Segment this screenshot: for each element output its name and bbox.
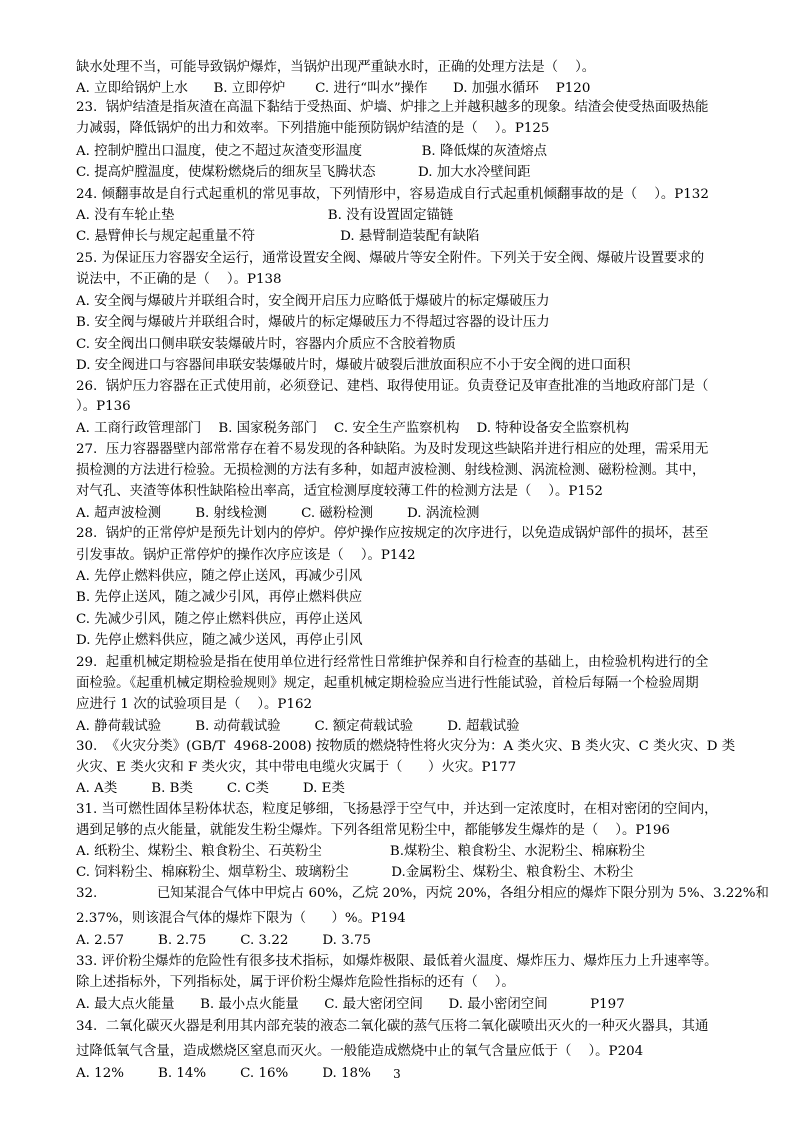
text-line: 28. 锅炉的正常停炉是预先计划内的停炉。停炉操作应按规定的次序进行，以免造成锅炉部件的损坏，甚至 <box>76 526 709 541</box>
text-line: C. 饲料粉尘、棉麻粉尘、烟草粉尘、玻璃粉尘 D.金属粉尘、煤粉尘、粮食粉尘、木粉尘 <box>76 865 634 880</box>
text-line: A. A类 B. B类 C. C类 D. E类 <box>76 781 345 796</box>
text-line: A. 安全阀与爆破片并联组合时，安全阀开启压力应略低于爆破片的标定爆破压力 <box>76 294 550 309</box>
text-line: 31. 当可燃性固体呈粉体状态，粒度足够细，飞扬悬浮于空气中，并达到一定浓度时，在相对密闭的空间内， <box>76 802 718 817</box>
text-line: 29. 起重机械定期检验是指在使用单位进行经常性日常维护保养和自行检查的基础上，由检验机构进行的全 <box>76 655 709 670</box>
text-line: 2.37%，则该混合气体的爆炸下限为（ ）%。P194 <box>76 911 406 926</box>
text-line: 缺水处理不当，可能导致锅炉爆炸，当锅炉出现严重缺水时，正确的处理方法是（ ）。 <box>76 60 596 75</box>
text-line: C. 安全阀出口侧串联安装爆破片时，容器内介质应不含胶着物质 <box>76 337 456 352</box>
text-line: 33. 评价粉尘爆炸的危险性有很多技术指标，如爆炸极限、最低着火温度、爆炸压力、爆炸压力上升速率等。 <box>76 954 718 969</box>
text-line: 27. 压力容器器壁内部常常存在着不易发现的各种缺陷。为及时发现这些缺陷并进行相应的处理，需采用无 <box>76 442 709 457</box>
text-line: 34. 二氧化碳灭火器是利用其内部充装的液态二氧化碳的蒸气压将二氧化碳喷出灭火的一种灭火器具，其通 <box>76 1019 709 1034</box>
text-line: 力减弱，降低锅炉的出力和效率。下列措施中能预防锅炉结渣的是（ ）。P125 <box>76 121 550 136</box>
text-line: 26. 锅炉压力容器在正式使用前，必须登记、建档、取得使用证。负责登记及审查批准的当地政府部门是（ <box>76 379 709 394</box>
text-line: C. 悬臂伸长与规定起重量不符 D. 悬臂制造装配有缺陷 <box>76 229 480 244</box>
text-line: 23. 锅炉结渣是指灰渣在高温下黏结于受热面、炉墙、炉排之上并越积越多的现象。结渣会使受热面吸热能 <box>76 100 709 115</box>
text-line: 32. 已知某混合气体中甲烷占 60%，乙烷 20%，丙烷 20%，各组分相应的爆炸下限分别为 5%、3.22%和 <box>76 886 769 901</box>
text-line: 除上述指标外，下列指标处，属于评价粉尘爆炸危险性指标的还有（ ）。 <box>76 975 515 990</box>
text-line: 应进行 1 次的试验项目是（ ）。P162 <box>76 697 313 712</box>
text-line: 25. 为保证压力容器安全运行，通常设置安全阀、爆破片等安全附件。下列关于安全阀、爆破片设置要求的 <box>76 251 705 266</box>
text-line: 过降低氧气含量，造成燃烧区窒息而灭火。一般能造成燃烧中止的氧气含量应低于（ ）。P204 <box>76 1044 644 1059</box>
text-line: 说法中，不正确的是（ ）。P138 <box>76 272 282 287</box>
text-line: ）。P136 <box>76 399 131 414</box>
text-line: 面检验。《起重机械定期检验规则》规定，起重机械定期检验应当进行性能试验，首检后每隔一个检验周期 <box>76 676 699 691</box>
text-line: A. 工商行政管理部门 B. 国家税务部门 C. 安全生产监察机构 D. 特种设备安全监察机构 <box>76 421 630 436</box>
text-line: B. 安全阀与爆破片并联组合时，爆破片的标定爆破压力不得超过容器的设计压力 <box>76 315 550 330</box>
text-line: 引发事故。锅炉正常停炉的操作次序应该是（ ）。P142 <box>76 548 416 563</box>
text-line: A. 超声波检测 B. 射线检测 C. 磁粉检测 D. 涡流检测 <box>76 506 480 521</box>
text-line: C. 提高炉膛温度，使煤粉燃烧后的细灰呈飞腾状态 D. 加大水冷壁间距 <box>76 165 531 180</box>
text-line: A. 立即给锅炉上水 B. 立即停炉 C. 进行“叫水”操作 D. 加强水循环 P120 <box>76 81 591 96</box>
text-line: 遇到足够的点火能量，就能发生粉尘爆炸。下列各组常见粉尘中，都能够发生爆炸的是（ ）。P196 <box>76 823 670 838</box>
text-line: A. 12% B. 14% C. 16% D. 18% <box>76 1065 371 1081</box>
text-line: B. 先停止送风，随之减少引风，再停止燃料供应 <box>76 590 363 605</box>
text-line: 火灾、E 类火灾和 F 类火灾，其中带电电缆火灾属于（ ）火灾。P177 <box>76 760 517 775</box>
text-line: A. 没有车轮止垫 B. 没有设置固定锚链 <box>76 208 454 223</box>
text-line: 30. 《火灾分类》(GB/T 4968-2008) 按物质的燃烧特性将火灾分为：A 类火灾、B 类火灾、C 类火灾、D 类 <box>76 739 736 754</box>
text-line: A. 2.57 B. 2.75 C. 3.22 D. 3.75 <box>76 933 372 948</box>
text-line: A. 最大点火能量 B. 最小点火能量 C. 最大密闭空间 D. 最小密闭空间 P197 <box>76 997 625 1012</box>
text-line: D. 先停止燃料供应，随之减少送风，再停止引风 <box>76 633 363 648</box>
text-line: A. 控制炉膛出口温度，使之不超过灰渣变形温度 B. 降低煤的灰渣熔点 <box>76 144 548 159</box>
text-line: A. 静荷载试验 B. 动荷载试验 C. 额定荷载试验 D. 超载试验 <box>76 719 520 734</box>
text-line: 损检测的方法进行检验。无损检测的方法有多种，如超声波检测、射线检测、涡流检测、磁粉检测。其中， <box>76 463 706 478</box>
text-line: C. 先减少引风，随之停止燃料供应，再停止送风 <box>76 612 363 627</box>
text-line: D. 安全阀进口与容器间串联安装爆破片时，爆破片破裂后泄放面积应不小于安全阀的进口面积 <box>76 358 631 373</box>
text-line: A. 先停止燃料供应，随之停止送风，再减少引风 <box>76 569 362 584</box>
page-number: 3 <box>393 1067 401 1081</box>
text-line: 对气孔、夹渣等体积性缺陷检出率高，适宜检测厚度较薄工件的检测方法是（ ）。P152 <box>76 484 603 499</box>
text-line: 24. 倾翻事故是自行式起重机的常见事故，下列情形中，容易造成自行式起重机倾翻事故的是（ ）。P132 <box>76 187 709 202</box>
text-line: A. 纸粉尘、煤粉尘、粮食粉尘、石英粉尘 B.煤粉尘、粮食粉尘、水泥粉尘、棉麻粉尘 <box>76 844 646 859</box>
